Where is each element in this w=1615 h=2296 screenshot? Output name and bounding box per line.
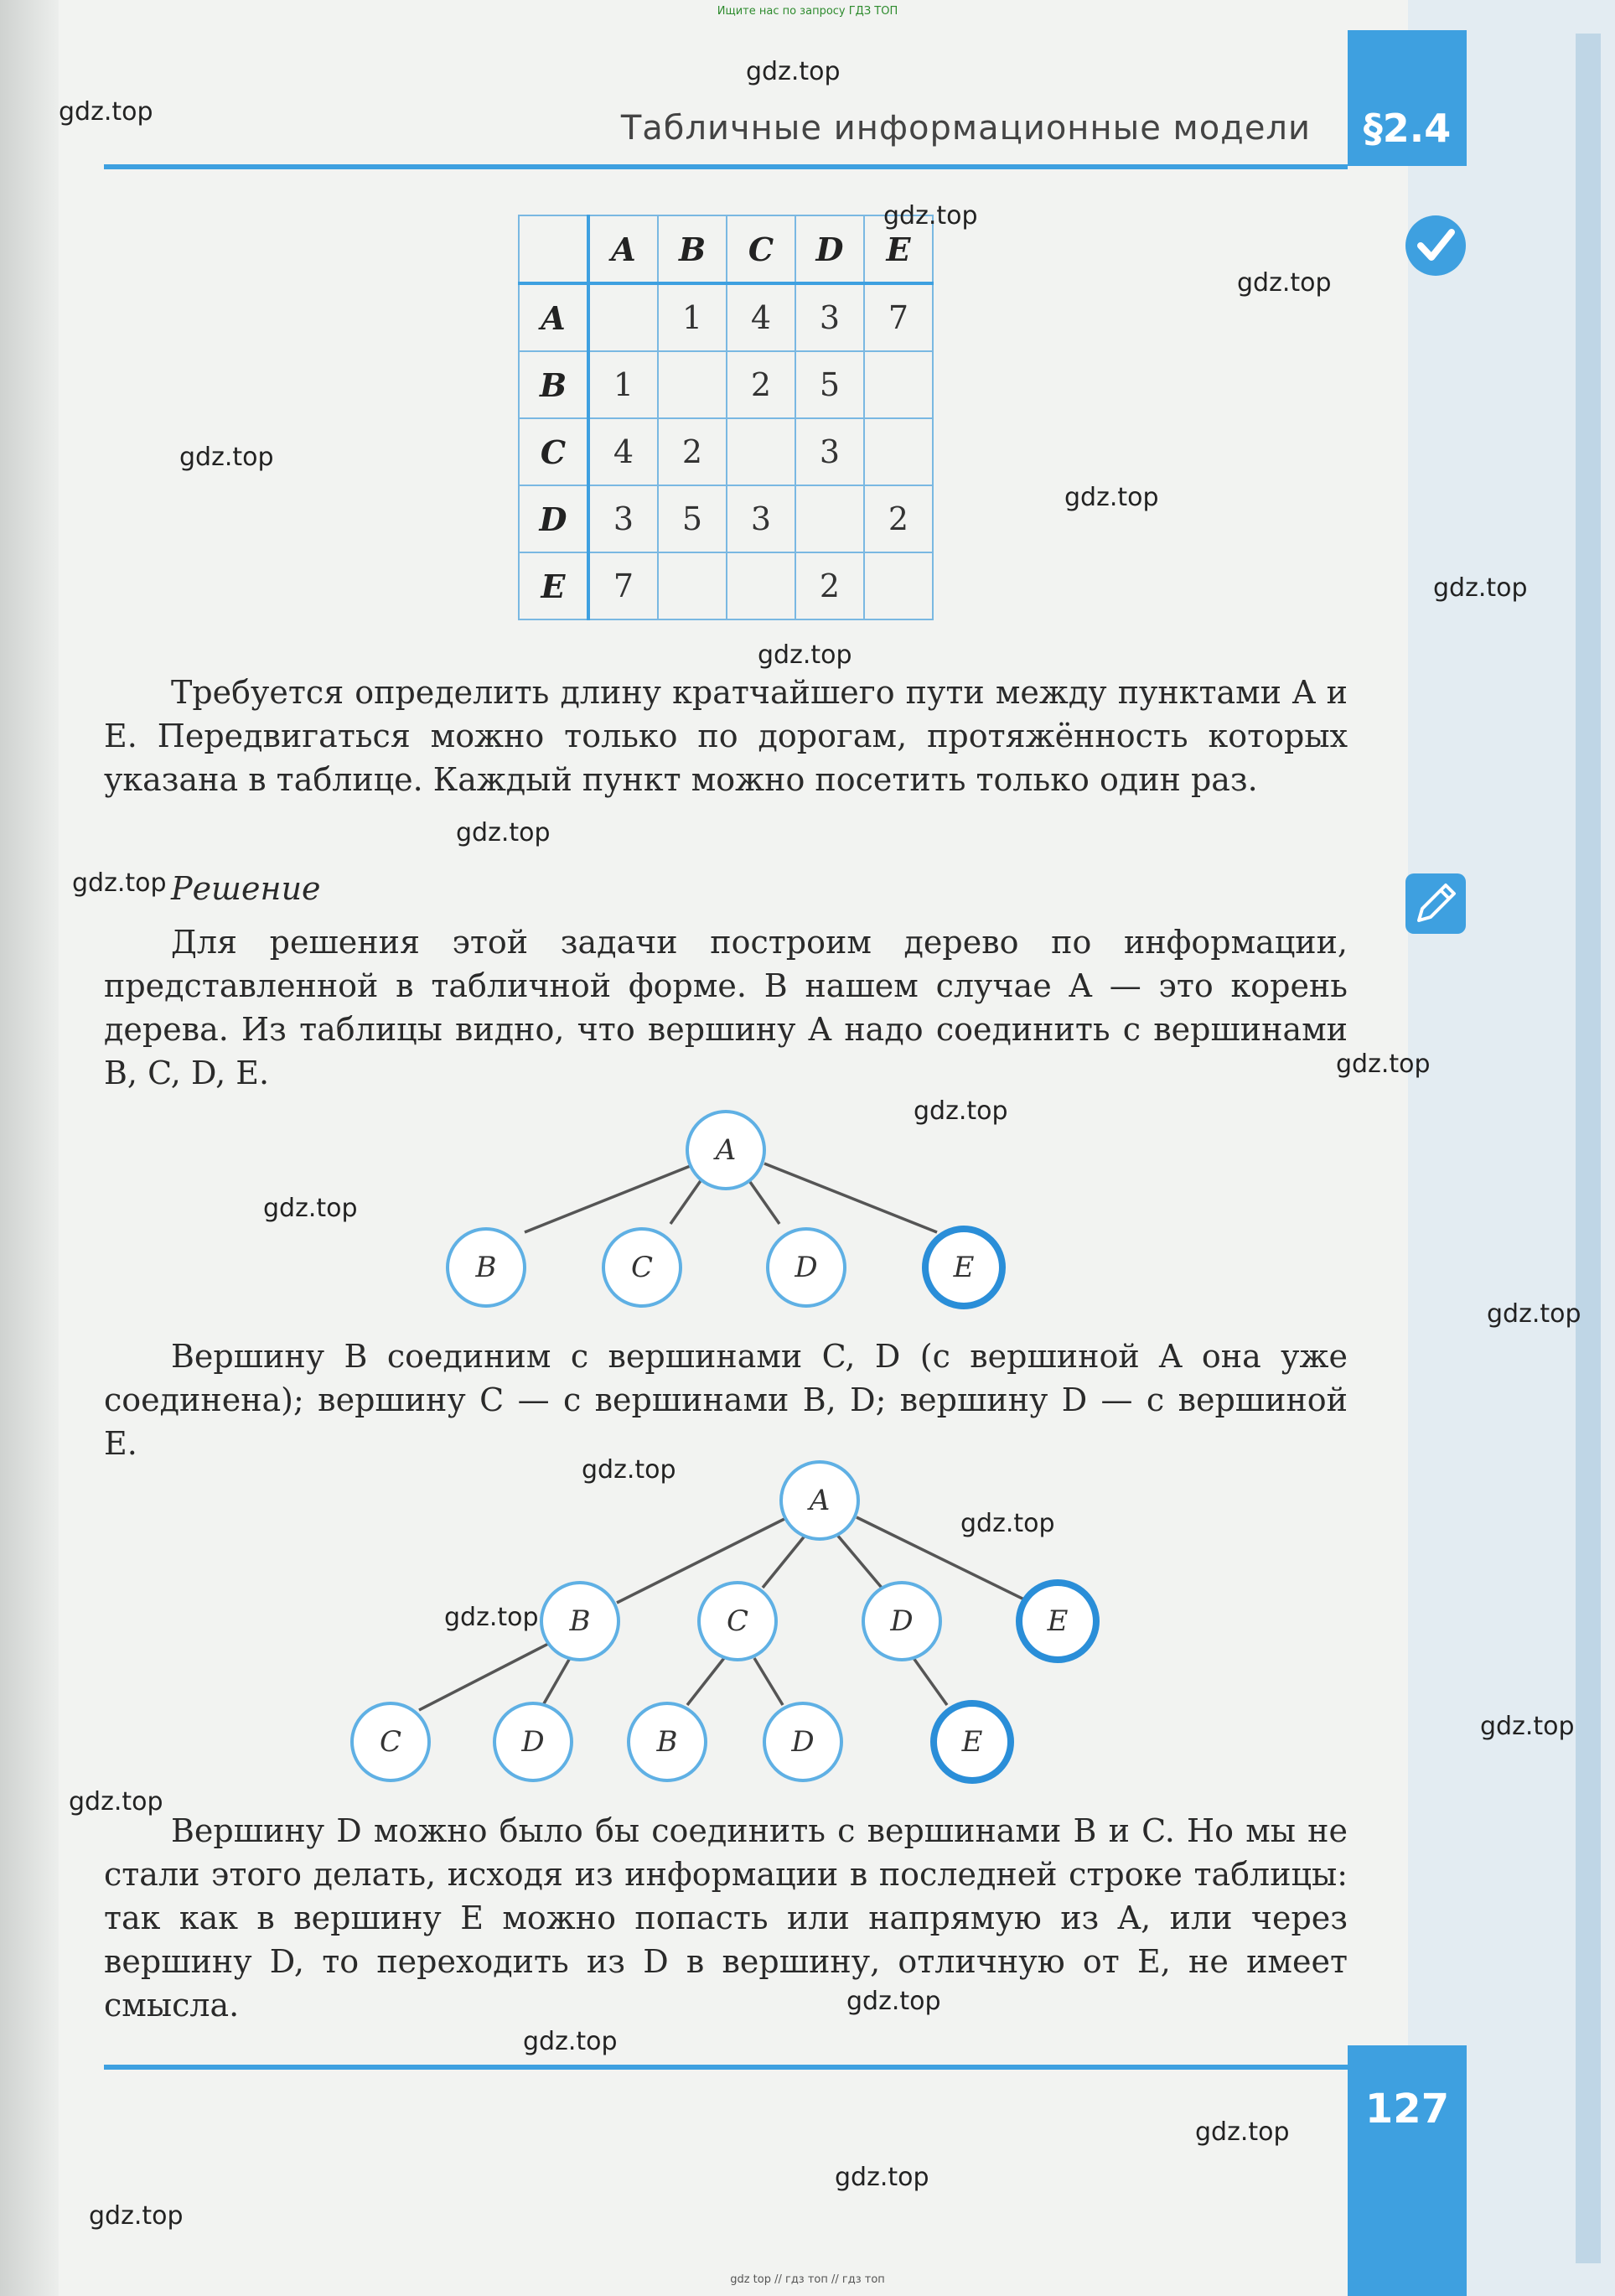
table-cell: 4	[727, 283, 795, 351]
solution-paragraph-2	[104, 1335, 1348, 1465]
tree-node-target	[1019, 1583, 1096, 1660]
tree-edge	[914, 1658, 947, 1705]
svg-text:B: B	[656, 1725, 678, 1759]
svg-text:E: E	[961, 1725, 983, 1759]
tree-edge	[763, 1534, 806, 1588]
table-cell: 7	[588, 552, 658, 619]
tree-edge	[687, 1658, 724, 1705]
tree-node-root	[687, 1112, 764, 1189]
solution-text-3: Вершину D можно было бы соединить с вершинами B и C. Но мы не стали этого делать, исходя из информации в последней строке таблицы: так как в вершину E можно попасть или напрямую из A, или через вершину D, то переходить из D в вершину, отличную от E, не имеет смысла.	[104, 1812, 1348, 2024]
table-cell: 2	[658, 418, 727, 485]
svg-text:D: D	[890, 1604, 914, 1638]
watermark: gdz.top	[914, 1096, 1008, 1126]
distance-table	[518, 215, 934, 620]
tree-node	[494, 1703, 572, 1780]
table-cell: D	[519, 485, 588, 552]
page-header-title: Табличные информационные модели	[620, 109, 1311, 148]
tree-edge	[764, 1164, 937, 1232]
tree-edge	[836, 1534, 882, 1588]
svg-text:B: B	[475, 1251, 497, 1284]
watermark: gdz.top	[444, 1603, 539, 1632]
svg-text:D: D	[791, 1725, 815, 1759]
pencil-icon	[1404, 872, 1467, 936]
table-cell	[727, 418, 795, 485]
svg-text:D: D	[795, 1251, 818, 1284]
solution-text-1: Для решения этой задачи построим дерево по информации, представленной в табличной форме. В нашем случае A — это корень дерева. Из таблицы видно, что вершину A надо соединить с вершинами B, C, D, E.	[104, 924, 1348, 1091]
tree-edge	[543, 1658, 570, 1705]
watermark: gdz.top	[523, 2027, 618, 2056]
tree-node	[352, 1703, 429, 1780]
tree-node-root	[781, 1462, 858, 1539]
watermark: gdz.top	[1064, 483, 1159, 512]
table-cell: 3	[588, 485, 658, 552]
watermark: gdz.top	[582, 1455, 676, 1485]
svg-text:A: A	[809, 1484, 831, 1517]
table-cell: 2	[864, 485, 933, 552]
watermark: gdz.top	[835, 2163, 929, 2192]
top-notice: Ищите нас по запросу ГДЗ ТОП	[717, 5, 898, 18]
watermark: gdz.top	[179, 443, 274, 472]
table-header-row	[519, 215, 933, 283]
table-cell: 1	[588, 351, 658, 418]
watermark: gdz.top	[72, 868, 167, 898]
watermark: gdz.top	[1487, 1299, 1581, 1329]
watermark: gdz.top	[1480, 1712, 1575, 1741]
watermark: gdz.top	[263, 1194, 358, 1223]
tree-edge	[525, 1165, 692, 1232]
tree-node	[863, 1583, 940, 1660]
table-cell: E	[519, 552, 588, 619]
bottom-notice: gdz top // гдз топ // гдз топ	[730, 2273, 885, 2286]
tree-node-target	[925, 1229, 1002, 1306]
tree-node	[764, 1703, 841, 1780]
svg-text:A: A	[715, 1133, 737, 1167]
table-row	[519, 552, 933, 619]
tree-node	[699, 1583, 776, 1660]
table-cell	[864, 418, 933, 485]
table-cell: 7	[864, 283, 933, 351]
svg-text:C: C	[379, 1725, 402, 1759]
table-cell	[864, 552, 933, 619]
solution-heading: Решение	[171, 870, 321, 907]
tree-edge	[419, 1643, 550, 1710]
table-row	[519, 283, 933, 351]
tree-node	[448, 1229, 525, 1306]
table-cell: D	[795, 215, 864, 283]
watermark: gdz.top	[69, 1787, 163, 1817]
footer-divider	[104, 2065, 1348, 2070]
checkmark-icon	[1404, 214, 1467, 277]
svg-text:C: C	[630, 1251, 654, 1284]
watermark: gdz.top	[960, 1509, 1055, 1538]
watermark: gdz.top	[1336, 1050, 1431, 1079]
table-cell: 1	[658, 283, 727, 351]
table-cell	[658, 351, 727, 418]
watermark: gdz.top	[758, 640, 852, 670]
solution-text-2: Вершину B соединим с вершинами C, D (с вершиной A она уже соединена); вершину C — с вершинами B, D; вершину D — с вершиной E.	[104, 1338, 1348, 1462]
table-row	[519, 351, 933, 418]
svg-text:B: B	[569, 1604, 591, 1638]
table-cell: 3	[727, 485, 795, 552]
table-cell: 5	[658, 485, 727, 552]
watermark: gdz.top	[846, 1987, 941, 2016]
watermark: gdz.top	[59, 97, 153, 127]
table-cell: 3	[795, 418, 864, 485]
table-cell: B	[519, 351, 588, 418]
table-cell	[727, 552, 795, 619]
table-cell: A	[519, 283, 588, 351]
tree-diagram-2	[0, 1459, 1615, 1777]
table-cell	[795, 485, 864, 552]
table-cell: 2	[795, 552, 864, 619]
table-row	[519, 418, 933, 485]
table-cell	[519, 215, 588, 283]
table-cell: B	[658, 215, 727, 283]
task-text: Требуется определить длину кратчайшего пути между пунктами A и E. Передвигаться можно только по дорогам, протяжённость которых указана в таблице. Каждый пункт можно посетить только один раз.	[104, 674, 1348, 798]
section-tab: §2.4	[1348, 30, 1467, 166]
table-cell: C	[727, 215, 795, 283]
watermark: gdz.top	[1237, 268, 1332, 298]
page-number: 127	[1348, 2045, 1467, 2296]
table-cell: E	[864, 215, 933, 283]
tree-node	[768, 1229, 845, 1306]
tree-node-target	[934, 1703, 1011, 1780]
table-row	[519, 485, 933, 552]
table-cell: 2	[727, 351, 795, 418]
tree-node	[541, 1583, 619, 1660]
watermark: gdz.top	[883, 201, 978, 231]
svg-text:D: D	[521, 1725, 545, 1759]
task-paragraph	[104, 671, 1348, 801]
tree-node	[603, 1229, 681, 1306]
header-divider	[104, 164, 1348, 169]
watermark: gdz.top	[1433, 573, 1528, 603]
svg-text:E: E	[953, 1251, 975, 1284]
svg-text:E: E	[1047, 1604, 1069, 1638]
table-cell: 4	[588, 418, 658, 485]
table-cell	[588, 283, 658, 351]
tree-edge	[754, 1658, 783, 1705]
table-cell: 5	[795, 351, 864, 418]
table-cell: C	[519, 418, 588, 485]
table-cell	[658, 552, 727, 619]
watermark: gdz.top	[456, 818, 551, 847]
table-cell	[864, 351, 933, 418]
watermark: gdz.top	[89, 2201, 184, 2231]
svg-text:C: C	[726, 1604, 749, 1638]
watermark: gdz.top	[746, 57, 841, 86]
watermark: gdz.top	[1195, 2117, 1290, 2147]
table-cell: 3	[795, 283, 864, 351]
tree-node	[629, 1703, 706, 1780]
table-cell: A	[588, 215, 658, 283]
tree-diagram-1	[0, 1098, 1615, 1316]
solution-paragraph-3	[104, 1809, 1348, 2027]
solution-paragraph-1	[104, 920, 1348, 1095]
